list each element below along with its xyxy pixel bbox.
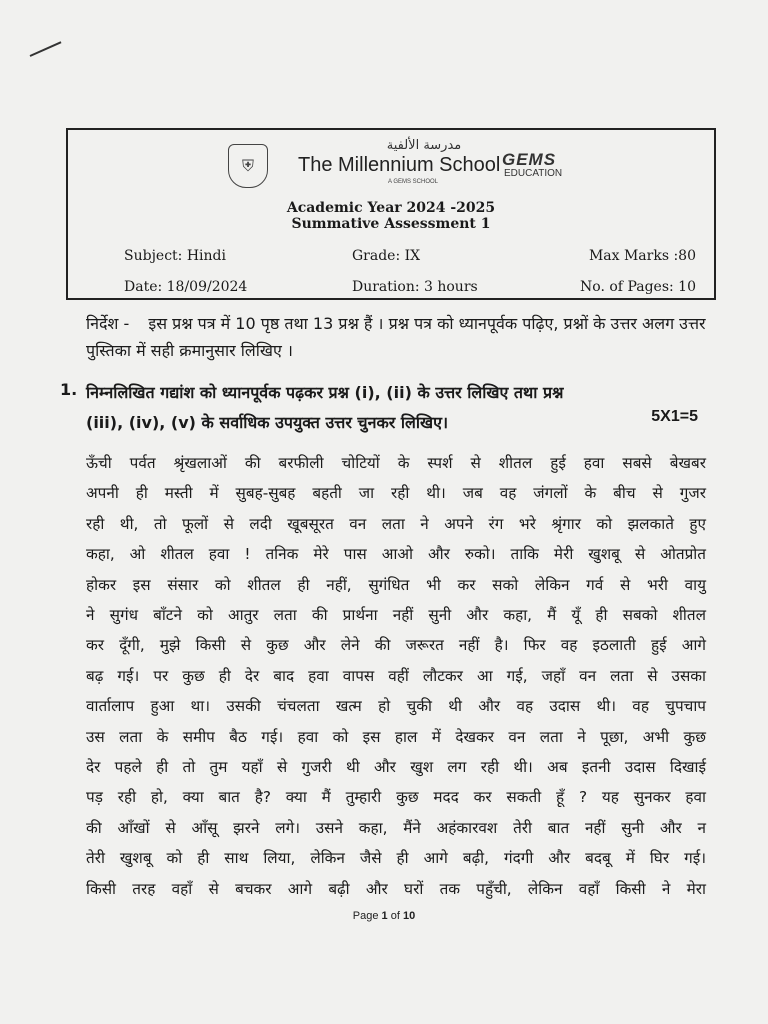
gems-education: EDUCATION <box>504 168 563 179</box>
passage-line: ने सुगंध बाँटने को आतुर लता की प्रार्थना नहीं सुनी और कहा, मैं यूँ ही सबको शीतल <box>86 606 706 625</box>
passage-line: ऊँची पर्वत श्रृंखलाओं की बरफीली चोटियों के स्पर्श से शीतल हुई हवा सबसे बेखबर <box>86 454 706 472</box>
instructions <box>86 310 706 364</box>
passage-line: रही थी, तो फूलों से लदी खूबसूरत वन लता ने अपने रंग भरे श्रृंगार को झलकाते हुए <box>86 514 706 533</box>
footer-total-pages: 10 <box>402 910 416 922</box>
academic-year: Academic Year 2024 -2025 <box>286 200 496 216</box>
instructions-text: इस प्रश्न पत्र में 10 पृष्ठ तथा 13 प्रश्न हैं । प्रश्न पत्र को ध्यानपूर्वक पढ़िए, प्रश्नों के उत्तर अलग उत्तर पुस्तिका में सही क्रमानुसार लिखिए । <box>86 314 706 360</box>
page-footer <box>0 910 768 922</box>
school-name: The Millennium School <box>298 154 501 176</box>
passage-line: होकर इस संसार को शीतल ही नहीं, सुगंधित भी कर सको लेकिन गर्व से भरी वायु <box>86 575 706 594</box>
passage-line: देर पहले ही तो तुम यहाँ से गुजरी थी और खुश लग रही थी। अब इतनी उदास दिखाई <box>86 758 706 777</box>
page-count: No. of Pages: 10 <box>580 279 696 295</box>
grade: Grade: IX <box>352 248 421 264</box>
passage-line: उस लता के समीप बैठ गई। हवा को इस हाल में देखकर वन लता ने पूछा, अभी कुछ <box>86 727 706 746</box>
passage-line: कर दूँगी, मुझे किसी से कुछ और लेने की जरूरत नहीं है। फिर वह इठलाती हुई आगे <box>86 636 706 655</box>
question-number: 1. <box>60 380 78 399</box>
pen-mark <box>30 41 62 57</box>
passage-line: किसी तरह वहाँ से बचकर आगे बढ़ी और घरों तक पहुँची, लेकिन वहाँ किसी ने मेरा <box>86 879 706 898</box>
duration: Duration: 3 hours <box>352 279 478 295</box>
max-marks: Max Marks :80 <box>588 248 696 264</box>
school-arabic-name: مدرسة الألفية <box>386 138 462 153</box>
passage-line: पड़ रही हो, क्या बात है? क्या मैं तुम्हारी कुछ मदद कर सकती हूँ ? यह सुनकर हवा <box>86 788 706 807</box>
passage <box>86 448 706 904</box>
instructions-label: निर्देश - <box>86 314 130 333</box>
header-box <box>66 128 716 300</box>
school-tag: A GEMS SCHOOL <box>388 179 439 185</box>
footer-prefix: Page <box>352 910 382 922</box>
school-crest-icon: ⛨ <box>228 144 268 188</box>
passage-line: वार्तालाप हुआ था। उसकी चंचलता खत्म हो चुकी थी और वह उदास थी। वह चुपचाप <box>86 697 706 716</box>
passage-line: अपनी ही मस्ती में सुबह-सुबह बहती जा रही थी। जब वह जंगलों के बीच से गुजर <box>86 484 706 503</box>
passage-line: तेरी खुशबू को ही साथ लिया, लेकिन जैसे ही आगे बढ़ी, गंदगी और बदबू में घिर गई। <box>86 849 706 868</box>
footer-current-page: 1 <box>381 910 388 922</box>
footer-middle: of <box>387 910 403 922</box>
gems-logo: GEMS <box>502 150 557 169</box>
subject: Subject: Hindi <box>124 248 226 264</box>
passage-line: की आँखों से आँसू झरने लगे। उसने कहा, मैंने अहंकारवश तेरी बात नहीं सुनी और न <box>86 818 706 837</box>
passage-line: बढ़ गई। पर कुछ ही देर बाद हवा वापस वहीं लौटकर आ गई, जहाँ वन लता से उसका <box>86 666 706 685</box>
date: Date: 18/09/2024 <box>124 279 248 295</box>
passage-line: कहा, ओ शीतल हवा ! तनिक मेरे पास आओ और रुको। ताकि मेरी खुशबू से ओतप्रोत <box>86 545 706 564</box>
question-text: निम्नलिखित गद्यांश को ध्यानपूर्वक पढ़कर प्रश्न (i), (ii) के उत्तर लिखिए तथा प्रश्न (iii), (iv), (v) के सर्वाधिक उपयुक्त उत्तर चुनकर लिखिए। <box>86 383 564 432</box>
question-marks: 5X1=5 <box>651 408 698 425</box>
assessment-title: Summative Assessment 1 <box>291 216 491 232</box>
